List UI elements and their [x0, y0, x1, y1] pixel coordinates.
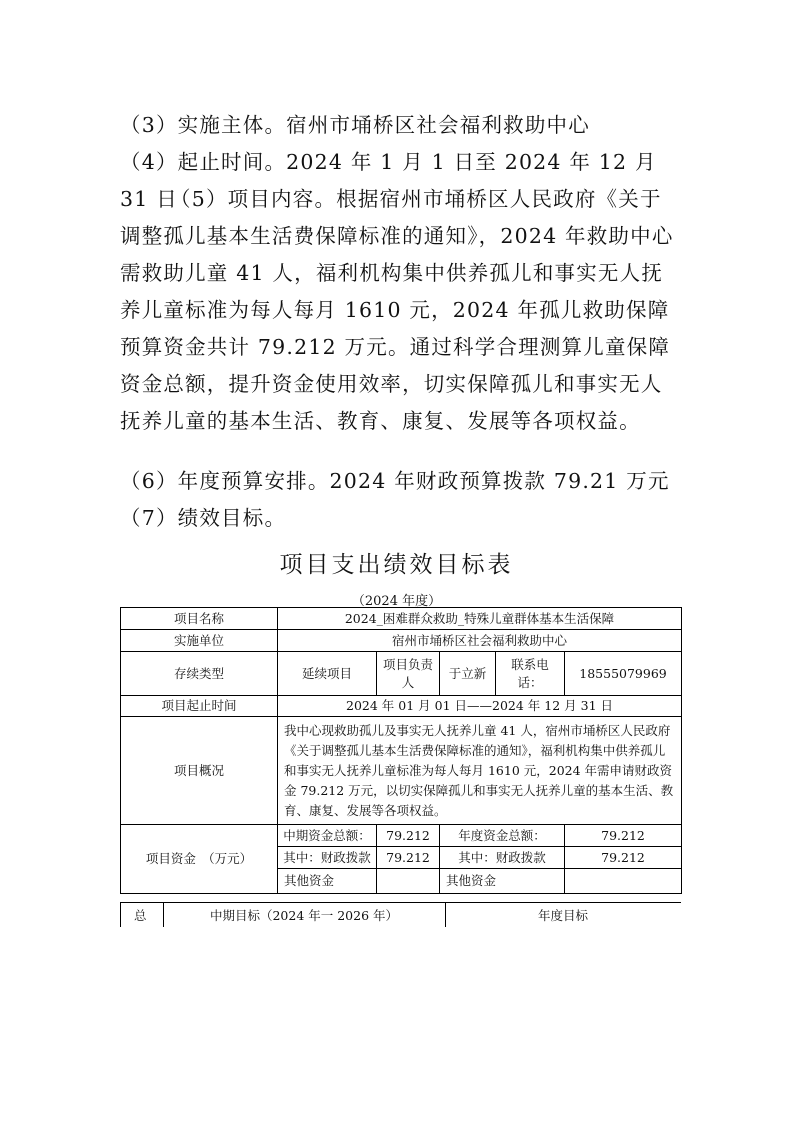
performance-target-table: [120, 607, 682, 894]
mid-fiscal-label: 其中：财政拨款: [278, 847, 377, 869]
mid-target-label: 中期目标（2024 年一 2026 年）: [209, 908, 399, 923]
year-target-label: 年度目标: [537, 908, 588, 923]
unit-value: 宿州市埇桥区社会福利救助中心: [278, 630, 682, 652]
divider: [120, 903, 121, 927]
table-row: [121, 717, 682, 825]
period-value: 2024 年 01 月 01 日——2024 年 12 月 31 日: [278, 696, 682, 717]
total-label: 总: [134, 908, 147, 923]
unit-label: 实施单位: [121, 630, 278, 652]
target-header-row: [120, 902, 681, 927]
table-row: [121, 652, 682, 696]
paragraph-implementer: （3）实施主体。宿州市埇桥区社会福利救助中心: [120, 113, 590, 137]
overview-label: 项目概况: [121, 717, 278, 825]
table-row: [121, 608, 682, 630]
mid-other-label: 其他资金: [278, 869, 377, 894]
overview-value: 我中心现救助孤儿及事实无人抚养儿童 41 人，宿州市埇桥区人民政府《关于调整孤儿基本生活费保障标准的通知》，福利机构集中供养孤儿和事实无人抚养儿童标准为每人每月 1610 元，2024 年需申请财政资金 79.212 万元，以切实保障孤儿和事实无人抚养儿童的基本生活、教育、康复、发展等各项权益。: [278, 717, 682, 825]
table-row: [121, 825, 682, 847]
mid-total-label: 中期资金总额：: [278, 825, 377, 847]
mid-total-value: 79.212: [377, 825, 440, 847]
table-row: [121, 696, 682, 717]
type-value: 延续项目: [278, 652, 377, 696]
table-title: 项目支出绩效目标表: [279, 552, 514, 578]
year-total-label: 年度资金总额：: [440, 825, 565, 847]
year-other-value: [565, 869, 682, 894]
year-fiscal-value: 79.212: [565, 847, 682, 869]
funds-label: 项目资金 （万元）: [121, 825, 278, 894]
paragraph-target: （7）绩效目标。: [120, 506, 287, 530]
table-year: （2024 年度）: [351, 594, 442, 609]
project-name-value: 2024_困难群众救助_特殊儿童群体基本生活保障: [278, 608, 682, 630]
year-fiscal-label: 其中：财政拨款: [440, 847, 565, 869]
year-other-label: 其他资金: [440, 869, 565, 894]
paragraph-content: （5）项目内容。根据宿州市埇桥区人民政府《关于调整孤儿基本生活费保障标准的通知》，2024 年救助中心需救助儿童 41 人，福利机构集中供养孤儿和事实无人抚养儿童标准为每人每月 1610 元，2024 年孤儿救助保障预算资金共计 79.212 万元。通过科学合理测算儿童保障资金总额，提升资金使用效率，切实保障孤儿和事实无人抚养儿童的基本生活、教育、康复、发展等各项权益。: [120, 187, 674, 433]
paragraph-budget: （6）年度预算安排。2024 年财政预算拨款 79.21 万元: [120, 469, 670, 493]
project-name-label: 项目名称: [121, 608, 278, 630]
period-label: 项目起止时间: [121, 696, 278, 717]
mid-fiscal-value: 79.212: [377, 847, 440, 869]
table-row: [121, 630, 682, 652]
paragraph-period: （4）起止时间。2024 年 1 月 1 日至 2024 年 12 月 31 日: [120, 150, 657, 211]
type-label: 存续类型: [121, 652, 278, 696]
leader-label: 项目负责人: [377, 652, 440, 696]
phone-value: 18555079969: [565, 652, 682, 696]
phone-label: 联系电话：: [496, 652, 565, 696]
year-total-value: 79.212: [565, 825, 682, 847]
leader-value: 于立新: [440, 652, 496, 696]
mid-other-value: [377, 869, 440, 894]
